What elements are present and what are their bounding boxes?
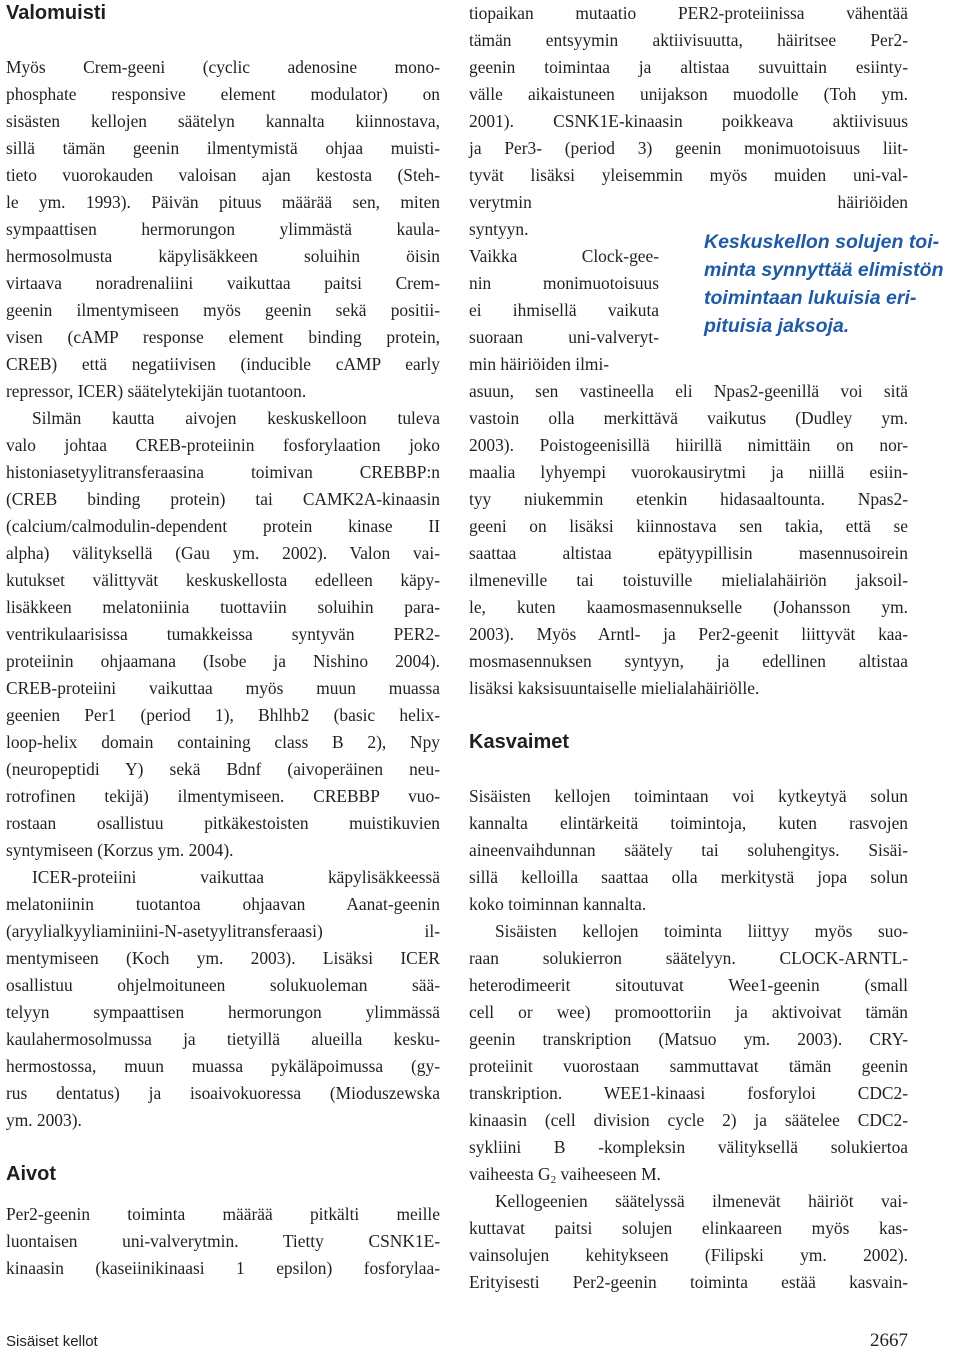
text-line: 2003). Poistogeenisillä hiirillä nimittäin on nor-	[469, 435, 908, 455]
text-line: ICER-proteiini vaikuttaa käpylisäkkeessä	[32, 867, 440, 887]
text-line: Erityisesti Per2-geenin toiminta estää kasvain-	[469, 1272, 908, 1292]
text-line: Kellogeenien säätelyssä ilmenevät häiriöt vai-	[495, 1191, 908, 1211]
text-line: tyy niukemmin etenkin hidasaaltounta. Npas2-	[469, 489, 908, 509]
text-line: hermosolmusta käpylisäkkeen soluihin öisin	[6, 246, 440, 266]
text-line: rus dentatus) ja isoaivokuoressa (Mioduszewska	[6, 1083, 440, 1103]
text-line: nin monimuotoisuus	[469, 273, 659, 293]
text-line: sykliini B -kompleksin välityksellä solukiertoa	[469, 1137, 908, 1157]
text-line: geenien Per1 (period 1), Bhlhb2 (basic helix-	[6, 705, 440, 725]
text-line: valo johtaa CREB-proteiinin fosforylaation joko	[6, 435, 440, 455]
pull-quote	[704, 228, 960, 340]
text-line: le ym. 1993). Päivän pituus määrää sen, miten	[6, 192, 440, 212]
text-line: geenin toimintaa ja altistaa suvuittain esiinty-	[469, 57, 908, 77]
text-line: lisäksi kaksisuuntaiselle mielialahäiriölle.	[469, 678, 760, 698]
text-line: sillä tämän geenin ilmentymistä ohjaa muisti-	[6, 138, 440, 158]
paragraph-aivot-rest	[469, 378, 908, 702]
paragraph-valomuisti-2	[6, 405, 440, 864]
text-line: geenin transkription (Matsuo ym. 2003). CRY-	[469, 1029, 908, 1049]
text-line: Sisäisten kellojen toimintaan voi kytkeytyä solun	[469, 786, 908, 806]
text-line: proteiinin ohjaamana (Isobe ja Nishino 2004).	[6, 651, 440, 671]
text-line: mosmasennuksen syntyyn, ja edellinen altistaa	[469, 651, 908, 671]
text-line: aineenvaihdunnan säätely tai soluhengitys. Sisäi-	[469, 840, 908, 860]
text-line: mentymiseen (Koch ym. 2003). Lisäksi ICER	[6, 948, 440, 968]
text-line: kaulahermosolmussa ja tietyillä alueilla kesku-	[6, 1029, 440, 1049]
section-heading-kasvaimet: Kasvaimet	[469, 731, 570, 753]
text-line: rotrofinen tekijä) ilmentymiseen. CREBBP vuo-	[6, 786, 440, 806]
paragraph-valomuisti-3	[6, 864, 440, 1134]
text-line: le, kuten kaamosmasennukselle (Johansson ym.	[469, 597, 908, 617]
text-line: maalia lyhyempi vuorokausirytmi ja niillä esiin-	[469, 462, 908, 482]
text-line: ja Per3- (period 3) geenin monimuotoisuus liit-	[469, 138, 908, 158]
text-line: ilmeneville tai toistuville mielialahäiriön jaksoil-	[469, 570, 908, 590]
text-line: sisästen kellojen säätelyn kannalta kiinnostava,	[6, 111, 440, 131]
pull-quote-line: pituisia jaksoja.	[704, 315, 850, 337]
text-line: CREB-proteiini vaikuttaa myös muun muassa	[6, 678, 440, 698]
text-line: sympaattisen hermorungon ylimmästä kaula-	[6, 219, 440, 239]
right-column	[469, 0, 908, 1296]
text-line: tiopaikan mutaatio PER2-proteiinissa vähentää	[469, 3, 908, 23]
line-vaiheesta	[469, 1161, 908, 1188]
text-line: heterodimeerit sitoutuvat Wee1-geenin (small	[469, 975, 908, 995]
text-line: Myös Crem-geeni (cyclic adenosine mono-	[6, 57, 440, 77]
subscript-2: 2	[550, 1174, 557, 1186]
paragraph-kasvaimet-3	[469, 1188, 908, 1296]
paragraph-kasvaimet-2	[469, 918, 908, 1188]
text-line: syntyyn.	[469, 219, 529, 239]
text-line: raan solukierron säätelyyn. CLOCK-ARNTL-	[469, 948, 908, 968]
text-line: hermostossa, muun muassa pykäläpoimussa (gy-	[6, 1056, 440, 1076]
text-line: loop-helix domain containing class B 2), Npy	[6, 732, 440, 752]
section-heading-valomuisti: Valomuisti	[6, 2, 107, 24]
text-line: saattaa altistaa epätyypillisin masennusoirein	[469, 543, 908, 563]
paragraph-valomuisti-1	[6, 54, 440, 405]
text-line: kinaasin (cell division cycle 2) ja säätelee CDC2-	[469, 1110, 908, 1130]
text-line: välle aikaistuneen unijakson muodolle (Toh ym.	[469, 84, 908, 104]
text-line: repressor, ICER) säätelytekijän tuotantoon.	[6, 381, 307, 401]
text-line: alpha) välityksellä (Gau ym. 2002). Valon vai-	[6, 543, 440, 563]
pull-quote-line: minta synnyttää elimistön	[704, 259, 944, 281]
text-line: visen (cAMP response element binding protein,	[6, 327, 440, 347]
text-line: tieto vuorokauden valoisan ajan kestosta (Steh-	[6, 165, 440, 185]
text-line: asuun, sen vastineella eli Npas2-geenillä voi sitä	[469, 381, 908, 401]
text-line: Silmän kautta aivojen keskuskelloon tuleva	[32, 408, 440, 428]
paragraph-kasvaimet-1	[469, 783, 908, 918]
text-line: vastoin olla merkittävä vaikutus (Dudley ym.	[469, 408, 908, 428]
text-line: ym. 2003).	[6, 1110, 82, 1130]
text-line: syntymiseen (Korzus ym. 2004).	[6, 840, 234, 860]
text-line: melatoniinin tuotantoa ohjaavan Aanat-geenin	[6, 894, 440, 914]
text-line: vainsolujen kehitykseen (Filipski ym. 2002).	[469, 1245, 908, 1265]
text-line: ei ihmisellä vaikuta	[469, 300, 659, 320]
text-line: (calcium/calmodulin-dependent protein kinase II	[6, 516, 440, 536]
text-line: (CREB binding protein) tai CAMK2A-kinaasin	[6, 489, 440, 509]
paragraph-aivot-continued	[469, 0, 908, 216]
text-line: phosphate responsive element modulator) on	[6, 84, 440, 104]
text-line: sillä kelloilla saattaa olla merkitystä jopa solun	[469, 867, 908, 887]
line-vaiheesta-before: vaiheesta G	[469, 1164, 551, 1184]
text-line: suoraan uni-valveryt-	[469, 327, 659, 347]
text-line: lisäkkeen melatoniinia tuottaviin soluihin para-	[6, 597, 440, 617]
text-line: virtaava noradrenaliini vaikuttaa paitsi Crem-	[6, 273, 440, 293]
line-vaiheesta-after: vaiheeseen M.	[556, 1164, 661, 1184]
text-line: ventrikulaarisissa tumakkeissa syntyvän PER2-	[6, 624, 440, 644]
text-line: transkription. WEE1-kinaasi fosforyloi CDC2-	[469, 1083, 908, 1103]
section-heading-aivot: Aivot	[6, 1163, 56, 1185]
text-line: kinaasin (kaseiinikinaasi 1 epsilon) fosforylaa-	[6, 1258, 440, 1278]
text-line: osallistuu ohjelmoituneen solukuoleman sää-	[6, 975, 440, 995]
text-line: kutukset välittyvät keskuskellosta edelleen käpy-	[6, 570, 440, 590]
text-line: kuttavat paitsi solujen elinkaareen myös kas-	[469, 1218, 908, 1238]
pull-quote-line: toimintaan lukuisia eri-	[704, 287, 917, 309]
running-title: Sisäiset kellot	[6, 1333, 98, 1350]
pull-quote-line: Keskuskellon solujen toi-	[704, 231, 940, 253]
paragraph-aivot-1	[6, 1201, 440, 1282]
text-line: Per2-geenin toiminta määrää pitkälti meille	[6, 1204, 440, 1224]
text-line: (aryylialkyyliaminiini-N-asetyylitransferaasi) il-	[6, 921, 440, 941]
text-line: (neuropeptidi Y) sekä Bdnf (aivoperäinen neu-	[6, 759, 440, 779]
text-line: geenin ilmentymiseen myös geenin sekä positii-	[6, 300, 440, 320]
text-line: CREB) että negatiivisen (inducible cAMP early	[6, 354, 440, 374]
text-line: min häiriöiden ilmi-	[469, 354, 610, 374]
text-line: 2001). CSNK1E-kinaasin poikkeava aktiivisuus	[469, 111, 908, 131]
text-line: tämän entsyymin aktiivisuutta, häiritsee Per2-	[469, 30, 908, 50]
text-line: cell or wee) promoottoriin ja aktivoivat tämän	[469, 1002, 908, 1022]
text-line: luontaisen uni-valverytmin. Tietty CSNK1E-	[6, 1231, 440, 1251]
text-line: telyyn sympaattisen hermorungon ylimmässä	[6, 1002, 440, 1022]
text-line: Vaikka Clock-gee-	[469, 246, 659, 266]
left-column	[6, 0, 440, 1282]
text-line: proteiinit vuorostaan sammuttavat tämän geenin	[469, 1056, 908, 1076]
text-line: geeni on lisäksi kiinnostava sen takia, että se	[469, 516, 908, 536]
text-line: verytmin häiriöiden	[469, 192, 908, 212]
text-line: koko toiminnan kannalta.	[469, 894, 647, 914]
text-line: rostaan osallistuu pitkäkestoisten muistikuvien	[6, 813, 440, 833]
text-line: histoniasetyylitransferaasina toimivan CREBBP:n	[6, 462, 440, 482]
text-line: 2003). Myös Arntl- ja Per2-geenit liittyvät kaa-	[469, 624, 908, 644]
page-number: 2667	[870, 1330, 908, 1351]
text-line: kannalta elintärkeitä toimintoja, kuten rasvojen	[469, 813, 908, 833]
text-line: tyvät lisäksi yleisemmin myös muiden uni-val-	[469, 165, 908, 185]
text-line: Sisäisten kellojen toiminta liittyy myös suo-	[495, 921, 908, 941]
